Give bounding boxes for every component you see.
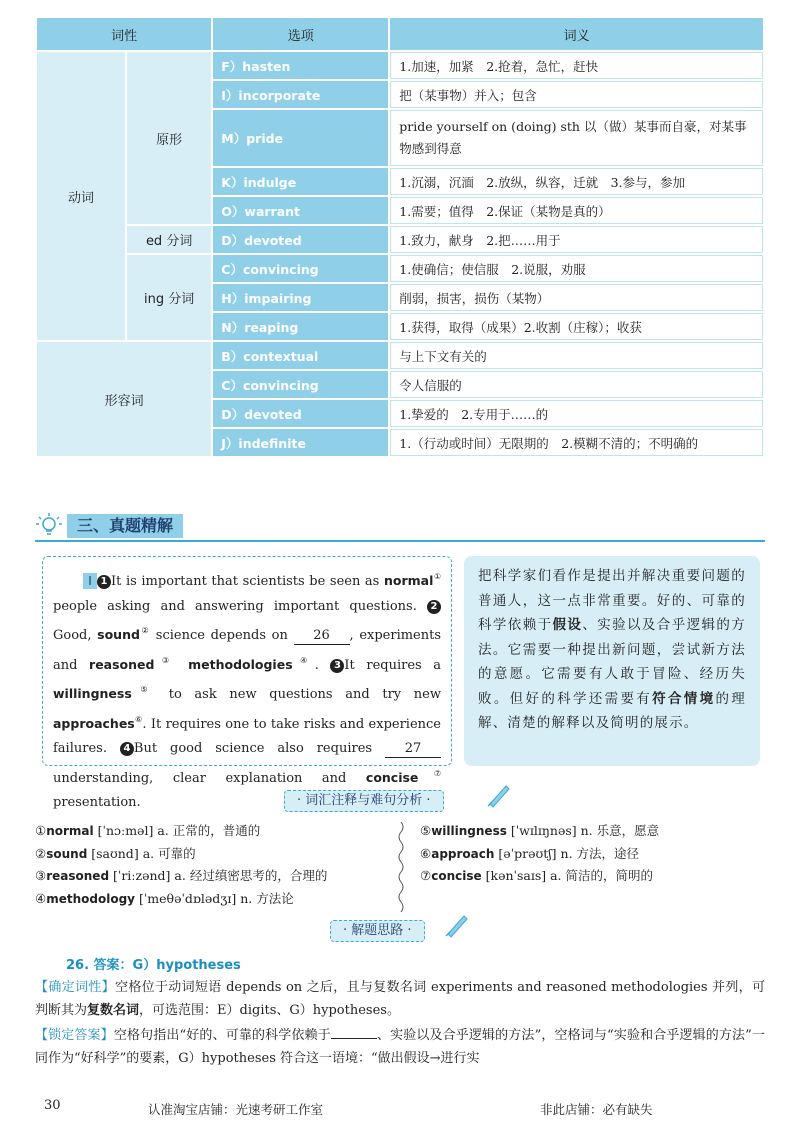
passage-text: But good science also requires (133, 741, 386, 756)
lightbulb-icon (35, 512, 63, 540)
option-cell: C）convincing (213, 255, 388, 282)
footnote-mark: ⑥ (134, 714, 143, 724)
option-cell: H）impairing (213, 284, 388, 311)
header-meaning: 词义 (390, 18, 763, 50)
table-row (37, 226, 763, 253)
option-cell: C）convincing (213, 371, 388, 398)
meaning-cell: 令人信服的 (390, 371, 763, 398)
answer-title: 26. 答案：G）hypotheses (66, 958, 241, 973)
answer-text: ，可选范围：E）digits、G）hypotheses。 (139, 1003, 400, 1018)
footnote-mark: ③ (154, 655, 177, 665)
meaning-cell: 1.需要；值得 2.保证（某物是真的） (390, 197, 763, 224)
sentence-number: 4 (120, 742, 134, 756)
answer-text: 空格位于动词短语 depends on 之后，且与复数名词 experiments and reasoned methodologies 并列，可判断其为 (35, 980, 765, 1018)
header-pos: 词性 (37, 18, 211, 50)
meaning-cell: 把（某事物）并入；包含 (390, 81, 763, 108)
passage-text: It requires a (344, 657, 442, 673)
note-item: ⑤willingness [ˈwɪlɪŋnəs] n. 乐意，愿意 (420, 823, 660, 838)
meaning-cell: 1.（行动或时间）无限期的 2.模糊不清的；不明确的 (390, 429, 763, 456)
keyword: sound (97, 627, 140, 642)
translation-text: 、实验以及合乎逻辑的方法。它需要一种提出新问题，尝试新方法的意愿。它需要有人敢于冒险、经历失败。但好的科学还需要有 (478, 617, 747, 707)
option-cell: F）hasten (213, 52, 388, 79)
pen-icon (486, 782, 512, 808)
meaning-cell: 1.使确信；使信服 2.说服，劝服 (390, 255, 763, 282)
meaning-cell: 1.沉溺，沉湎 2.放纵，纵容，迁就 3.参与，参加 (390, 168, 763, 195)
footnote-mark: ① (433, 572, 441, 581)
keyword: approaches (53, 715, 135, 731)
passage-text: presentation. (53, 795, 141, 810)
note-item: ⑥approach [əˈprəʊtʃ] n. 方法，途径 (420, 845, 640, 861)
option-cell: B）contextual (213, 342, 388, 369)
passage-text: . (314, 657, 331, 673)
meaning-cell: 与上下文有关的 (390, 342, 763, 369)
option-cell: O）warrant (213, 197, 388, 224)
option-cell: D）devoted (213, 400, 388, 427)
sentence-number: 1 (97, 575, 111, 589)
answer-paragraph-2 (35, 1024, 765, 1070)
vocab-header: · 词汇注释与难句分析 · (284, 790, 444, 812)
wavy-divider (396, 822, 406, 912)
translation-text: 把科学家们看作是提出并解决重要问题的普通人，这一点非常重要。好的、可靠的科学依赖于 (478, 568, 746, 633)
answer-tag: 【确定词性】 (35, 980, 115, 995)
passage-text: understanding, clear explanation and (53, 770, 366, 786)
footnote-mark: ④ (292, 655, 315, 665)
table-row (37, 342, 763, 369)
option-cell: M）pride (213, 110, 388, 166)
answer-tag: 【锁定答案】 (35, 1028, 114, 1043)
translation-keyword: 假设 (552, 617, 583, 633)
meaning-cell: 1.致力，献身 2.把……用于 (390, 226, 763, 253)
footer-left-text: 认准淘宝店铺：光速考研工作室 (148, 1102, 324, 1117)
table-header-row (37, 18, 763, 50)
passage-text: . It requires one to take risks and experience failures. (53, 716, 442, 756)
notes-left (35, 820, 385, 910)
notes-right (420, 820, 770, 888)
thinking-header: · 解题思路 · (330, 920, 425, 942)
inline-blank (331, 1027, 377, 1039)
footnote-mark: ⑦ (418, 768, 441, 778)
page-number: 30 (44, 1098, 61, 1113)
pos-adj: 形容词 (37, 342, 211, 456)
passage-text: people asking and answering important questions. (53, 598, 427, 614)
answer-text: 空格句指出“好的、可靠的科学依赖于 (113, 1028, 331, 1043)
footnote-mark: ② (139, 626, 151, 635)
header-option: 选项 (213, 18, 388, 50)
passage-text: It is important that scientists be seen as (111, 574, 384, 589)
option-cell: D）devoted (213, 226, 388, 253)
option-cell: N）reaping (213, 313, 388, 340)
passage-text: to ask new questions and try new (156, 687, 442, 702)
meaning-cell: 削弱，损害，损伤（某物） (390, 284, 763, 311)
roman-numeral: Ⅰ (83, 573, 97, 589)
pen-icon (444, 912, 470, 938)
sub-ed: ed 分词 (127, 226, 211, 253)
passage-text: , experiments and (53, 628, 442, 673)
keyword: willingness (53, 686, 132, 701)
note-item: ③reasoned [ˈriːzənd] a. 经过缜密思考的，合理的 (35, 868, 328, 883)
table-row (37, 255, 763, 282)
blank-27: 27 (385, 741, 441, 758)
keyword: methodologies (188, 656, 293, 672)
answer-keyword: 复数名词 (87, 1003, 140, 1018)
translation-box (464, 556, 760, 766)
option-cell: K）indulge (213, 168, 388, 195)
meaning-cell: 1.获得，取得（成果）2.收割（庄稼）；收获 (390, 313, 763, 340)
meaning-cell: 1.挚爱的 2.专用于……的 (390, 400, 763, 427)
keyword: reasoned (89, 656, 155, 672)
note-item: ②sound [saʊnd] a. 可靠的 (35, 845, 196, 861)
translation-text: 的理解、清楚的解释以及简明的展示。 (478, 690, 746, 731)
sub-base: 原形 (127, 52, 211, 224)
keyword: concise (365, 769, 419, 785)
answer-text: 、实验以及合乎逻辑的方法”，空格词与“实验和合乎逻辑的方法”一同作为“好科学”的要素，G）hypotheses 符合这一语境：“做出假设→进行实 (35, 1028, 765, 1066)
translation-keyword: 符合情境 (652, 690, 716, 707)
note-item: ①normal [ˈnɔːməl] a. 正常的，普通的 (35, 823, 261, 838)
passage-text: Good, (53, 628, 98, 643)
section-header (35, 512, 765, 542)
option-cell: J）indefinite (213, 429, 388, 456)
vocab-table (35, 16, 765, 458)
sentence-number: 3 (330, 659, 344, 673)
footnote-mark: ⑤ (131, 685, 157, 694)
pos-verb: 动词 (37, 52, 125, 340)
meaning-cell: pride yourself on (doing) sth 以（做）某事而自豪，对某事物感到得意 (390, 110, 763, 166)
passage-text: science depends on (150, 628, 294, 643)
section-title: 三、真题精解 (67, 514, 183, 538)
answer-paragraph-1 (35, 976, 765, 1022)
table-row (37, 52, 763, 79)
blank-26: 26 (294, 628, 350, 645)
keyword: normal (383, 573, 434, 588)
option-cell: I）incorporate (213, 81, 388, 108)
sentence-number: 2 (427, 600, 441, 614)
footer-right-text: 非此店铺：必有缺失 (540, 1102, 653, 1117)
sub-ing: ing 分词 (127, 255, 211, 340)
meaning-cell: 1.加速，加紧 2.抢着，急忙，赶快 (390, 52, 763, 79)
note-item: ④methodology [ˈmeθəˈdɒlədʒɪ] n. 方法论 (35, 890, 294, 906)
note-item: ⑦concise [kənˈsaɪs] a. 简洁的，简明的 (420, 868, 654, 883)
